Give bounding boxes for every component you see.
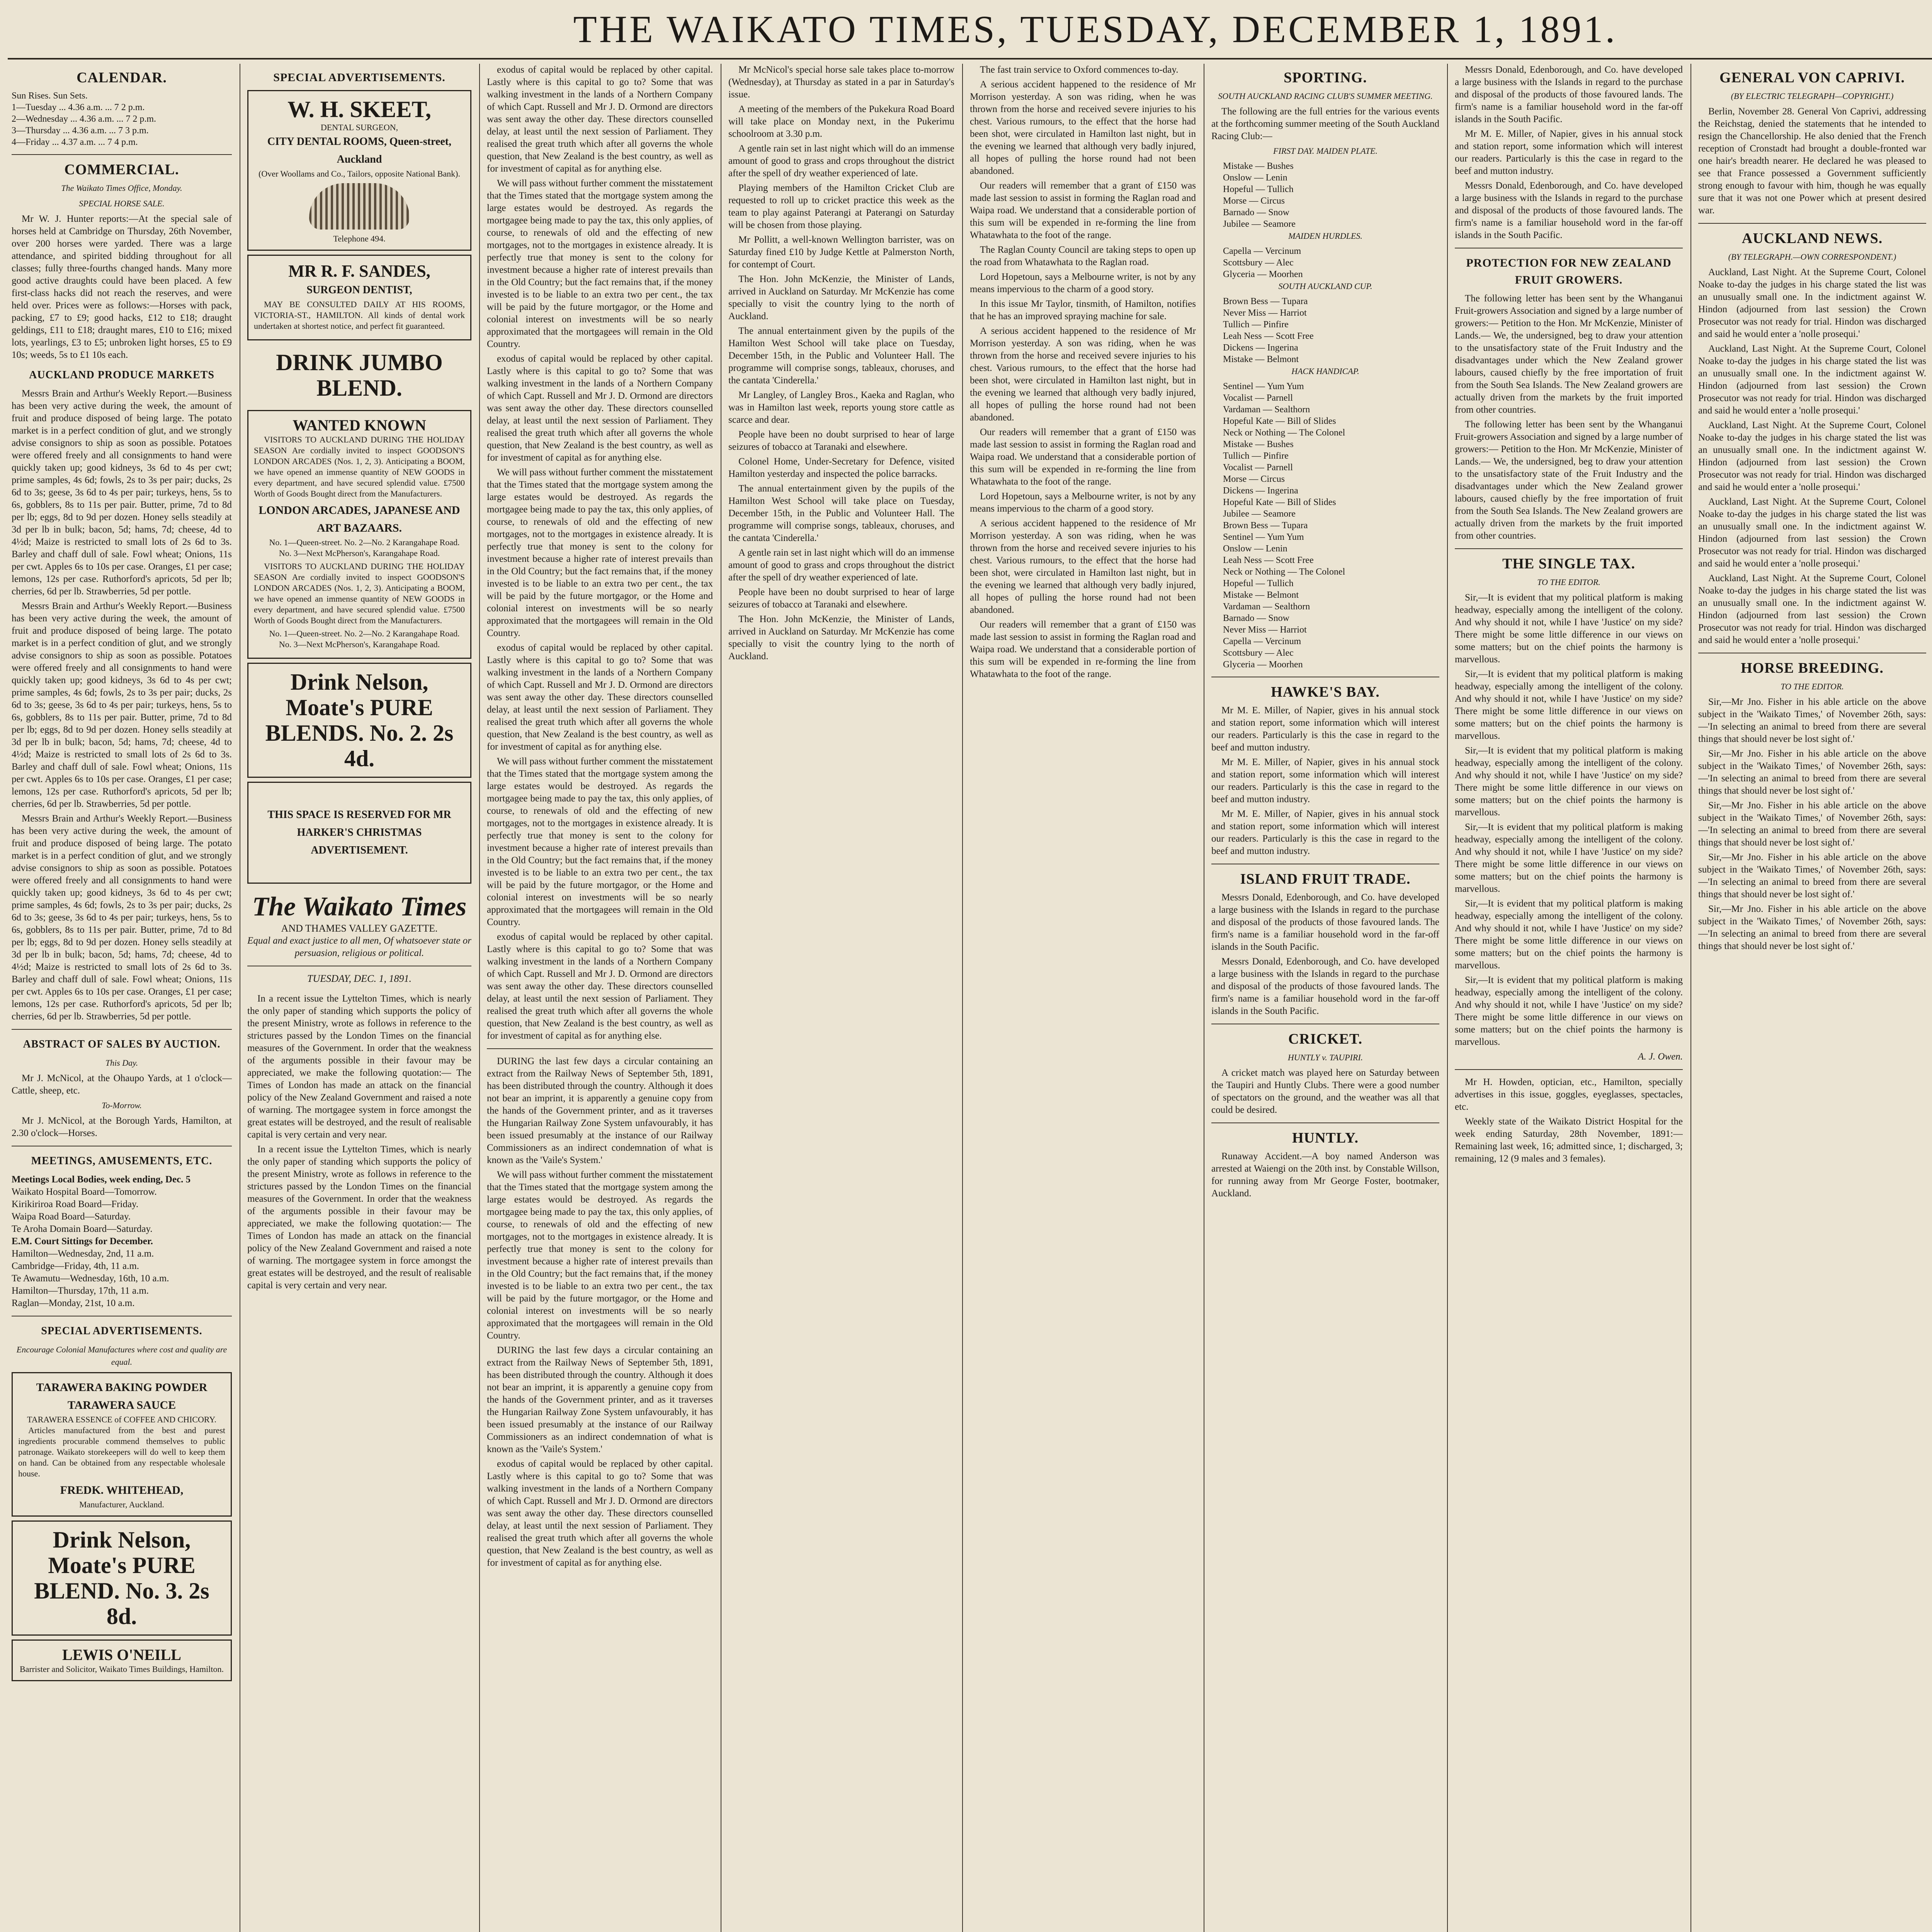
goodson-text: VISITORS TO AUCKLAND DURING THE HOLIDAY SEASON Are cordially invited to inspect GOODSON'S LONDON ARCADES (Nos. 1, 2, 3). Anticipating a BOOM, we have opened an immense quantity of NEW GOODS in every department, and have secured splendid value. £7500 Worth of Goods Bought direct from the Manufacturers.	[254, 435, 465, 498]
race-entry: Mistake — Belmont	[1223, 354, 1299, 364]
race-entry: Brown Bess — Tupara	[1223, 296, 1308, 306]
goodson-heading: WANTED KNOWN	[293, 417, 426, 434]
single-tax-subheading: TO THE EDITOR.	[1537, 577, 1600, 587]
horse-sale-heading: SPECIAL HORSE SALE.	[79, 199, 165, 208]
race-entry: Vocalist — Parnell	[1223, 463, 1293, 473]
race-heading: HACK HANDICAP.	[1291, 366, 1359, 376]
meetings-line: Te Aroha Domain Board—Saturday.	[12, 1224, 153, 1234]
column-5	[970, 64, 1196, 1932]
horse-breeding-text: Sir,—Mr Jno. Fisher in his able article on the above subject in the 'Waikato Times,' of November 26th, says:—'In selecting an animal to breed from there are several things that should never be lost sight of.'	[1698, 748, 1926, 796]
sandes-sub: SURGEON DENTIST,	[306, 284, 412, 296]
news-item: A gentle rain set in last night which will do an immense amount of good to grass and crops throughout the district after the spell of dry weather experienced of late.	[728, 548, 954, 583]
calendar-heading: CALENDAR.	[77, 70, 167, 86]
horse-breeding-text: Sir,—Mr Jno. Fisher in his able article on the above subject in the 'Waikato Times,' of November 26th, says:—'In selecting an animal to breed from there are several things that should never be lost sight of.'	[1698, 697, 1926, 744]
caprivi-subheading: (BY ELECTRIC TELEGRAPH—COPYRIGHT.)	[1731, 91, 1894, 101]
arcades-text: No. 1—Queen-street. No. 2—No. 2 Karangahape Road. No. 3—Next McPherson's, Karangahape Road.	[269, 537, 460, 558]
tarawera-coffee: TARAWERA ESSENCE of COFFEE AND CHICORY.	[27, 1415, 216, 1424]
calendar-row: 3—Thursday ... 4.36 a.m. ... 7 3 p.m.	[12, 126, 149, 136]
meetings-line: Hamilton—Thursday, 17th, 11 a.m.	[12, 1286, 149, 1296]
news-item: Our readers will remember that a grant of £150 was made last session to assist in forming the Raglan road and Waipa road. We understand that a considerable portion of this sum will be expended in re-forming the line from Whatawhata to the foot of the range.	[970, 619, 1196, 679]
moate-text: Drink Nelson, Moate's PURE BLEND. No. 3. 2s 8d.	[34, 1527, 209, 1629]
race-heading: FIRST DAY. MAIDEN PLATE.	[1273, 146, 1378, 156]
news-item: The Hon. John McKenzie, the Minister of Lands, arrived in Auckland on Saturday. Mr McKenzie has come specially to visit the country lying to the north of Auckland.	[728, 614, 954, 662]
caprivi-heading: GENERAL VON CAPRIVI.	[1719, 70, 1905, 86]
leader-text: In a recent issue the Lyttelton Times, which is nearly the only paper of standing which supports the policy of the present Ministry, wrote as follows in reference to the strictures passed by the London Times on the financial measures of the Government. In order that the weakness of the arguments possible in their favour may be appreciated, we make the following quotation:— The Times of London has made an attack on the financial policy of the New Zealand Government and raised a note of warning. The mortgagee system in force amongst the great estates will be destroyed, and the result of realisable capital is very certain and very near.	[247, 993, 471, 1140]
column-rule	[479, 64, 480, 1932]
race-entry: Neck or Nothing — The Colonel	[1223, 428, 1345, 438]
sales-heading: ABSTRACT OF SALES BY AUCTION.	[23, 1038, 221, 1050]
arcades-text: No. 1—Queen-street. No. 2—No. 2 Karangahape Road. No. 3—Next McPherson's, Karangahape Road.	[269, 629, 460, 649]
race-entry: Sentinel — Yum Yum	[1223, 381, 1304, 391]
race-entry: Onslow — Lenin	[1223, 173, 1287, 183]
protection-heading: PROTECTION FOR NEW ZEALAND FRUIT GROWERS.	[1466, 257, 1672, 286]
island-fruit-heading: ISLAND FRUIT TRADE.	[1240, 871, 1411, 887]
sales-line: Mr J. McNicol, at the Ohaupo Yards, at 1 o'clock—Cattle, sheep, etc.	[12, 1073, 232, 1096]
race-entry: Vardaman — Sealthorn	[1223, 405, 1310, 415]
race-entry: Vardaman — Sealthorn	[1223, 602, 1310, 612]
meetings-line: Raglan—Monday, 21st, 10 a.m.	[12, 1298, 135, 1308]
race-entry: Hopeful — Tullich	[1223, 184, 1294, 194]
dental-plate-icon	[309, 183, 410, 230]
goodson-text: VISITORS TO AUCKLAND DURING THE HOLIDAY SEASON Are cordially invited to inspect GOODSON'S LONDON ARCADES (Nos. 1, 2, 3). Anticipating a BOOM, we have opened an immense quantity of NEW GOODS in every department, and have secured splendid value. £7500 Worth of Goods Bought direct from the Manufacturers.	[254, 561, 465, 625]
race-entry: Hopeful — Tullich	[1223, 578, 1294, 588]
whitehead-sub: Manufacturer, Auckland.	[79, 1500, 164, 1509]
hawkes-bay-text: Mr M. E. Miller, of Napier, gives in his annual stock and station report, some information which will interest our readers. Particularly is this the case in regard to the beef and mutton industry.	[1211, 705, 1439, 753]
single-tax-text: Sir,—It is evident that my political platform is making headway, especially among the intelligent of the colony. And why should it not, while I have 'Justice' on my side? There might be some little difference in our views on some matters; but on the chief points the harmony is marvellous.	[1455, 669, 1683, 741]
article-text: Messrs Donald, Edenborough, and Co. have developed a large business with the Islands in regard to the purchase and disposal of the products of those favoured lands. The firm's name is a familiar household word in the far-off islands in the South Pacific.	[1455, 180, 1683, 240]
race-entry: Capella — Vercinum	[1223, 636, 1301, 646]
single-tax-text: Sir,—It is evident that my political platform is making headway, especially among the intelligent of the colony. And why should it not, while I have 'Justice' on my side? There might be some little difference in our views on some matters; but on the chief points the harmony is marvellous.	[1455, 745, 1683, 818]
divider	[487, 1048, 713, 1049]
single-tax-text: Sir,—It is evident that my political platform is making headway, especially among the intelligent of the colony. And why should it not, while I have 'Justice' on my side? There might be some little difference in our views on some matters; but on the chief points the harmony is marvellous.	[1455, 975, 1683, 1047]
article-text: We will pass without further comment the misstatement that the Times stated that the mortgage system among the large estates would be destroyed. As regards the mortgagee being made to pay the tax, this only applies, of course, to renewals of old and the effecting of new mortgages, not to the mortgages in existence already. It is perfectly true that money is sent to the colony for investment because a higher rate of interest prevails than in the Old Country; but the fact remains that, if the money invested is to be liable to an extra two per cent., the tax will be paid by the future mortgagor, or the Home and colonial interest on investments will be so nearly approximated that the mortgagees will remain in the Old Country.	[487, 178, 713, 349]
oneill-ad	[12, 1639, 232, 1681]
hawkes-bay-heading: HAWKE'S BAY.	[1271, 684, 1380, 700]
article-text: exodus of capital would be replaced by other capital. Lastly where is this capital to go to? Some that was walking investment in the lands of a Northern Company of which Capt. Russell and Mr J. D. Ormond are directors was sent away the other day. These directors counselled delay, at least until the next session of Parliament. They realised the great truth which after all governs the whole question, that New Zealand is the best country, as well as for investment of capital as for anything else.	[487, 1459, 713, 1568]
race-entry: Tullich — Pinfire	[1223, 320, 1289, 330]
news-item: People have been no doubt surprised to hear of large seizures of tobacco at Taranaki and elsewhere.	[728, 587, 954, 610]
news-item: Mr Pollitt, a well-known Wellington barrister, was on Saturday fined £10 by Judge Kettle at Palmerston North, for contempt of Court.	[728, 235, 954, 270]
race-entry: Scottsbury — Alec	[1223, 258, 1294, 268]
sales-line: This Day.	[105, 1058, 138, 1068]
auckland-news-text: Auckland, Last Night. At the Supreme Court, Colonel Noake to-day the judges in his charge stated the list was an unusually small one. In the indictment against W. Hindon (adjourned from last session) the Crown Prosecutor was not ready for trial. Hindon was discharged and said he would enter a 'nolle prosequi.'	[1698, 497, 1926, 569]
race-entry: Morse — Circus	[1223, 474, 1285, 484]
race-entry: Morse — Circus	[1223, 196, 1285, 206]
race-entry: Sentinel — Yum Yum	[1223, 532, 1304, 542]
race-entry: Glyceria — Moorhen	[1223, 660, 1303, 670]
race-entry: Hopeful Kate — Bill of Slides	[1223, 497, 1336, 507]
news-item: Mr McNicol's special horse sale takes place to-morrow (Wednesday), at Thursday as stated in a par in Saturday's issue.	[728, 65, 954, 100]
times-subtitle: AND THAMES VALLEY GAZETTE.	[281, 923, 438, 934]
auckland-news-text: Auckland, Last Night. At the Supreme Court, Colonel Noake to-day the judges in his charge stated the list was an unusually small one. In the indictment against W. Hindon (adjourned from last session) the Crown Prosecutor was not ready for trial. Hindon was discharged and said he would enter a 'nolle prosequi.'	[1698, 267, 1926, 339]
race-entry: Dickens — Ingerina	[1223, 343, 1298, 353]
race-entry: Capella — Vercinum	[1223, 246, 1301, 256]
news-item: A meeting of the members of the Pukekura Road Board will take place on Monday next, in the Pukerimu schoolroom at 3.30 p.m.	[728, 104, 954, 139]
auckland-produce-text: Messrs Brain and Arthur's Weekly Report.—Business has been very active during the week, the amount of fruit and produce disposed of being large. The potato market is in a perfect condition of glut, and we strongly advise consignors to ship as soon as possible. Potatoes were offered freely and all consignments to hand were quickly taken up; good kidneys, 3s 6d to 4s per cwt; prime samples, 4s 6d; fowls, 2s to 3s per pair; ducks, 2s 6d to 3s; geese, 3s 6d to 4s per pair; turkeys, hens, 5s to 6s, gobblers, 8s to 11s per pair. Butter, prime, 7d to 8d per lb; eggs, 8d to 9d per dozen. Honey sells steadily at 3d per lb in bulk; bacon, 5d; hams, 7d; cheese, 4d to 4½d; Maize is restricted to small lots of 2s 6d to 3s. Barley and chaff dull of sale. Fowl wheat; Onions, 11s per cwt. Apples 6s to 10s per case. Oranges, £1 per case; lemons, 12s per case. Ruthorford's apricots, 5d per lb; cherries, 6d per lb. Strawberries, 5d per pottle.	[12, 601, 232, 809]
meetings-line: Te Awamutu—Wednesday, 16th, 10 a.m.	[12, 1273, 169, 1284]
column-2	[247, 64, 471, 1932]
race-entry: Brown Bess — Tupara	[1223, 520, 1308, 531]
race-entry: Onslow — Lenin	[1223, 544, 1287, 554]
hawkes-bay-text: Mr M. E. Miller, of Napier, gives in his annual stock and station report, some information which will interest our readers. Particularly is this the case in regard to the beef and mutton industry.	[1211, 809, 1439, 856]
news-item: Lord Hopetoun, says a Melbourne writer, is not by any means impervious to the charm of a good story.	[970, 272, 1196, 294]
race-entry: Tullich — Pinfire	[1223, 451, 1289, 461]
news-item: A serious accident happened to the residence of Mr Morrison yesterday. A son was riding, when he was thrown from the horse and received severe injuries to his chest. Various rumours, to the effect that the horse had been shot, were circulated in Hamilton last night, but in the evening we learned that although very badly injured, all hopes of pulling the horse round had not been abandoned.	[970, 518, 1196, 615]
calendar-row: 4—Friday ... 4.37 a.m. ... 7 4 p.m.	[12, 137, 138, 147]
tarawera-text: Articles manufactured from the best and purest ingredients procurable commend themselves to public patronage. Waikato storekeepers will do well to keep them on hand. Can be obtained from any respectable wholesale house.	[18, 1425, 225, 1478]
sales-line: To-Morrow.	[102, 1100, 142, 1110]
huntly-heading: HUNTLY.	[1292, 1130, 1359, 1146]
news-item: The annual entertainment given by the pupils of the Hamilton West School will take place on Tuesday, December 15th, in the Public and Volunteer Hall. The programme will comprise songs, tableaux, choruses, and the cantata 'Cinderella.'	[728, 483, 954, 543]
race-entry: Glyceria — Moorhen	[1223, 269, 1303, 279]
caprivi-text: Berlin, November 28. General Von Caprivi, addressing the Reichstag, denied the statements that he intended to resign the Chancellorship. He also denied that the French reception of Cronstadt had brought a double-fronted war one hair's breadth nearer. He declared he was pleased to see that France possessed a Government sufficiently strong enough to favour with him, though he was equally sure that it was not one Power which at present desired war.	[1698, 106, 1926, 216]
huntly-text: Runaway Accident.—A boy named Anderson was arrested at Waiengi on the 20th inst. by Constable Willson, for running away from Mr George Foster, bootmaker, Auckland.	[1211, 1151, 1439, 1199]
protection-text: The following letter has been sent by the Whanganui Fruit-growers Association and signed by a large number of growers:— Petition to the Hon. Mr McKenzie, Minister of Lands.— We, the undersigned, beg to draw your attention to the unsatisfactory state of the Fruit Industry and the disadvantages under which the New Zealand grower labours, caused chiefly by the free importation of fruit from the South Sea Islands. The New Zealand growers are actually driven from the markets by the fruit imported from other countries.	[1455, 293, 1683, 415]
leader-text: In a recent issue the Lyttelton Times, which is nearly the only paper of standing which supports the policy of the present Ministry, wrote as follows in reference to the strictures passed by the London Times on the financial measures of the Government. In order that the weakness of the arguments possible in their favour may be appreciated, we make the following quotation:— The Times of London has made an attack on the financial policy of the New Zealand Government and raised a note of warning. The mortgagee system in force amongst the great estates will be destroyed, and the result of realisable capital is very certain and very near.	[247, 1144, 471, 1291]
calendar-row: 1—Tuesday ... 4.36 a.m. ... 7 2 p.m.	[12, 102, 145, 112]
masthead-title: THE WAIKATO TIMES, TUESDAY, DECEMBER 1, 1891.	[573, 8, 1617, 51]
auckland-produce-heading: AUCKLAND PRODUCE MARKETS	[29, 369, 214, 381]
article-text: DURING the last few days a circular containing an extract from the Railway News of September 5th, 1891, has been distributed through the country. Although it does not bear an imprint, it is apparently a genuine copy from the hands of the Government printer, and as it traverses the Hungarian Railway Zone System unfavourably, it has been issued presumably at the instance of our Railway Commissioners as an indirect condemnation of what is known as the 'Vaile's System.'	[487, 1345, 713, 1454]
race-entry: Vocalist — Parnell	[1223, 393, 1293, 403]
news-item: Playing members of the Hamilton Cricket Club are requested to roll up to cricket practice this week as the team to play against Paterangi at Paterangi on Saturday will be chosen from those playing.	[728, 183, 954, 230]
commercial-heading: COMMERCIAL.	[64, 162, 179, 178]
article-text: exodus of capital would be replaced by other capital. Lastly where is this capital to go to? Some that was walking investment in the lands of a Northern Company of which Capt. Russell and Mr J. D. Ormond are directors was sent away the other day. These directors counselled delay, at least until the next session of Parliament. They realised the great truth which after all governs the whole question, that New Zealand is the best country, as well as for investment of capital as for anything else.	[487, 354, 713, 463]
horse-breeding-text: Sir,—Mr Jno. Fisher in his able article on the above subject in the 'Waikato Times,' of November 26th, says:—'In selecting an animal to breed from there are several things that should never be lost sight of.'	[1698, 852, 1926, 900]
times-title: The Waikato Times	[252, 892, 467, 922]
jumbo-ad	[247, 344, 471, 406]
auckland-produce-text: Messrs Brain and Arthur's Weekly Report.—Business has been very active during the week, the amount of fruit and produce disposed of being large. The potato market is in a perfect condition of glut, and we strongly advise consignors to ship as soon as possible. Potatoes were offered freely and all consignments to hand were quickly taken up; good kidneys, 3s 6d to 4s per cwt; prime samples, 4s 6d; fowls, 2s to 3s per pair; ducks, 2s 6d to 3s; geese, 3s 6d to 4s per pair; turkeys, hens, 5s to 6s, gobblers, 8s to 11s per pair. Butter, prime, 7d to 8d per lb; eggs, 8d to 9d per dozen. Honey sells steadily at 3d per lb in bulk; bacon, 5d; hams, 7d; cheese, 4d to 4½d; Maize is restricted to small lots of 2s 6d to 3s. Barley and chaff dull of sale. Fowl wheat; Onions, 11s per cwt. Apples 6s to 10s per case. Oranges, £1 per case; lemons, 12s per case. Ruthorford's apricots, 5d per lb; cherries, 6d per lb. Strawberries, 5d per pottle.	[12, 813, 232, 1022]
race-entry: Leah Ness — Scott Free	[1223, 331, 1314, 341]
race-entry: Jubilee — Seamore	[1223, 219, 1296, 229]
sporting-text: The following are the full entries for the various events at the forthcoming summer meeting of the South Auckland Racing Club:—	[1211, 106, 1439, 141]
race-entry: Barnado — Snow	[1223, 613, 1289, 623]
news-item: A serious accident happened to the residence of Mr Morrison yesterday. A son was riding, when he was thrown from the horse and received severe injuries to his chest. Various rumours, to the effect that the horse had been shot, were circulated in Hamilton last night, but in the evening we learned that although very badly injured, all hopes of pulling the horse round had not been abandoned.	[970, 79, 1196, 176]
moate-ad	[12, 1520, 232, 1636]
skeet-sub: DENTAL SURGEON,	[320, 122, 398, 132]
race-entry: Dickens — Ingerina	[1223, 486, 1298, 496]
auckland-news-text: Auckland, Last Night. At the Supreme Court, Colonel Noake to-day the judges in his charge stated the list was an unusually small one. In the indictment against W. Hindon (adjourned from last session) the Crown Prosecutor was not ready for trial. Hindon was discharged and said he would enter a 'nolle prosequi.'	[1698, 344, 1926, 416]
reserved-ad	[247, 782, 471, 884]
column-8	[1698, 64, 1926, 1932]
nelson-ad	[247, 663, 471, 778]
reserved-text: THIS SPACE IS RESERVED FOR MR HARKER'S CHRISTMAS ADVERTISEMENT.	[267, 809, 451, 856]
horse-breeding-text: Sir,—Mr Jno. Fisher in his able article on the above subject in the 'Waikato Times,' of November 26th, says:—'In selecting an animal to breed from there are several things that should never be lost sight of.'	[1698, 904, 1926, 951]
race-entry: Mistake — Bushes	[1223, 161, 1294, 171]
news-item: In this issue Mr Taylor, tinsmith, of Hamilton, notifies that he has an improved spraying machine for sale.	[970, 299, 1196, 321]
goodson-ad	[247, 410, 471, 659]
arcades-heading: LONDON ARCADES, JAPANESE AND ART BAZAARS.	[259, 504, 460, 534]
column-3	[487, 64, 713, 1932]
meetings-line: Meetings Local Bodies, week ending, Dec. 5	[12, 1174, 191, 1185]
calendar-table	[12, 90, 232, 148]
auckland-news-heading: AUCKLAND NEWS.	[1742, 230, 1883, 247]
news-item: The Raglan County Council are taking steps to open up the road from Whatawhata to the Raglan road.	[970, 245, 1196, 267]
sandes-ad	[247, 255, 471, 340]
tarawera-ad	[12, 1372, 232, 1517]
news-item: Colonel Home, Under-Secretary for Defence, visited Hamilton yesterday and inspected the police barracks.	[728, 456, 954, 479]
meetings-line: Cambridge—Friday, 4th, 11 a.m.	[12, 1261, 139, 1271]
single-tax-text: Sir,—It is evident that my political platform is making headway, especially among the intelligent of the colony. And why should it not, while I have 'Justice' on my side? There might be some little difference in our views on some matters; but on the chief points the harmony is marvellous.	[1455, 898, 1683, 971]
hospital-text: Weekly state of the Waikato District Hospital for the week ending Saturday, 28th November, 1891:—Remaining last week, 16; admitted since, 1; discharged, 3; remaining, 12 (9 males and 3 females).	[1455, 1116, 1683, 1164]
auckland-news-text: Auckland, Last Night. At the Supreme Court, Colonel Noake to-day the judges in his charge stated the list was an unusually small one. In the indictment against W. Hindon (adjourned from last session) the Crown Prosecutor was not ready for trial. Hindon was discharged and said he would enter a 'nolle prosequi.'	[1698, 573, 1926, 645]
article-text: We will pass without further comment the misstatement that the Times stated that the mortgage system among the large estates would be destroyed. As regards the mortgagee being made to pay the tax, this only applies, of course, to renewals of old and the effecting of new mortgages, not to the mortgages in existence already. It is perfectly true that money is sent to the colony for investment because a higher rate of interest prevails than in the Old Country; but the fact remains that, if the money invested is to be liable to an extra two per cent., the tax will be paid by the future mortgagor, or the Home and colonial interest on investments will be so nearly approximated that the mortgagees will remain in the Old Country.	[487, 467, 713, 638]
meetings-heading: MEETINGS, AMUSEMENTS, ETC.	[31, 1155, 213, 1167]
auckland-produce-text: Messrs Brain and Arthur's Weekly Report.—Business has been very active during the week, the amount of fruit and produce disposed of being large. The potato market is in a perfect condition of glut, and we strongly advise consignors to ship as soon as possible. Potatoes were offered freely and all consignments to hand were quickly taken up; good kidneys, 3s 6d to 4s per cwt; prime samples, 4s 6d; fowls, 2s to 3s per pair; ducks, 2s 6d to 3s; geese, 3s 6d to 4s per pair; turkeys, hens, 5s to 6s, gobblers, 8s to 11s per pair. Butter, prime, 7d to 8d per lb; eggs, 8d to 9d per dozen. Honey sells steadily at 3d per lb in bulk; bacon, 5d; hams, 7d; cheese, 4d to 4½d; Maize is restricted to small lots of 2s 6d to 3s. Barley and chaff dull of sale. Fowl wheat; Onions, 11s per cwt. Apples 6s to 10s per case. Oranges, £1 per case; lemons, 12s per case. Ruthorford's apricots, 5d per lb; cherries, 6d per lb. Strawberries, 5d per pottle.	[12, 388, 232, 597]
calendar-row: 2—Wednesday ... 4.36 a.m. ... 7 2 p.m.	[12, 114, 156, 124]
special-ads-subheading: Encourage Colonial Manufactures where cost and quality are equal.	[16, 1345, 227, 1367]
news-item: The Hon. John McKenzie, the Minister of Lands, arrived in Auckland on Saturday. Mr McKenzie has come specially to visit the country lying to the north of Auckland.	[728, 274, 954, 321]
column-rule	[1447, 64, 1448, 1932]
commercial-text: Mr W. J. Hunter reports:—At the special sale of horses held at Cambridge on Thursday, 26th November, over 200 horses were yarded. There was a large attendance, and spirited bidding throughout for all classes; fully three-fourths changed hands. Many more good active draughts could have been placed. A few first-class hacks did not reach the reserves, and were held over. Prices were as follows:—Horses with pack, packing, £7 to £9; good hacks, £12 to £18; draught geldings, £11 to £18; draught mares, £10 to £16; mixed lots, yearlings, £3 to £5; unbroken light horses, £5 to £9 10s; weeds, 5s to £1 10s each.	[12, 214, 232, 360]
meetings-line: Kirikiriroa Road Board—Friday.	[12, 1199, 139, 1209]
cricket-text: A cricket match was played here on Saturday between the Taupiri and Huntly Clubs. There were a good number of spectators on the ground, and the weather was all that could be desired.	[1211, 1068, 1439, 1115]
sales-line: Mr J. McNicol, at the Borough Yards, Hamilton, at 2.30 o'clock—Horses.	[12, 1116, 232, 1138]
auckland-news-subheading: (BY TELEGRAPH.—OWN CORRESPONDENT.)	[1728, 252, 1896, 262]
sporting-subheading: SOUTH AUCKLAND RACING CLUB'S SUMMER MEETING.	[1218, 91, 1433, 101]
news-item: A gentle rain set in last night which will do an immense amount of good to grass and crops throughout the district after the spell of dry weather experienced of late.	[728, 143, 954, 179]
divider	[1455, 1069, 1683, 1070]
race-entry: Barnado — Snow	[1223, 207, 1289, 218]
masthead-rule	[8, 58, 1932, 60]
article-text: DURING the last few days a circular containing an extract from the Railway News of September 5th, 1891, has been distributed through the country. Although it does not bear an imprint, it is apparently a genuine copy from the hands of the Government printer, and as it traverses the Hungarian Railway Zone System unfavourably, it has been issued presumably at the instance of our Railway Commissioners as an indirect condemnation of what is known as the 'Vaile's System.'	[487, 1056, 713, 1165]
tarawera-powder: TARAWERA BAKING POWDER	[36, 1381, 207, 1394]
horse-breeding-subheading: TO THE EDITOR.	[1781, 682, 1844, 691]
times-masthead	[247, 891, 471, 985]
commercial-subheading: The Waikato Times Office, Monday.	[61, 183, 182, 193]
skeet-address: CITY DENTAL ROOMS, Queen-street, Auckland	[267, 136, 452, 165]
skeet-address-2: (Over Woollams and Co., Tailors, opposite National Bank).	[259, 169, 460, 179]
howden-text: Mr H. Howden, optician, etc., Hamilton, specially advertises in this issue, goggles, eyeglasses, spectacles, etc.	[1455, 1077, 1683, 1112]
skeet-ad	[247, 90, 471, 251]
article-text: Messrs Donald, Edenborough, and Co. have developed a large business with the Islands in regard to the purchase and disposal of the products of those favoured lands. The firm's name is a familiar household word in the far-off islands in the South Pacific.	[1455, 65, 1683, 124]
article-text: We will pass without further comment the misstatement that the Times stated that the mortgage system among the large estates would be destroyed. As regards the mortgagee being made to pay the tax, this only applies, of course, to renewals of old and the effecting of new mortgages, not to the mortgages in existence already. It is perfectly true that money is sent to the colony for investment because a higher rate of interest prevails than in the Old Country; but the fact remains that, if the money invested is to be liable to an extra two per cent., the tax will be paid by the future mortgagor, or the Home and colonial interest on investments will be so nearly approximated that the mortgagees will remain in the Old Country.	[487, 1170, 713, 1341]
column-1	[12, 64, 232, 1932]
times-date: TUESDAY, DEC. 1, 1891.	[307, 973, 412, 984]
sporting-heading: SPORTING.	[1284, 70, 1367, 86]
article-text: exodus of capital would be replaced by other capital. Lastly where is this capital to go to? Some that was walking investment in the lands of a Northern Company of which Capt. Russell and Mr J. D. Ormond are directors was sent away the other day. These directors counselled delay, at least until the next session of Parliament. They realised the great truth which after all governs the whole question, that New Zealand is the best country, as well as for investment of capital as for anything else.	[487, 643, 713, 752]
single-tax-heading: THE SINGLE TAX.	[1502, 556, 1636, 572]
column-rule	[1690, 64, 1691, 1932]
cricket-subheading: HUNTLY v. TAUPIRI.	[1287, 1053, 1363, 1062]
nelson-text: Drink Nelson, Moate's PURE BLENDS. No. 2. 2s 4d.	[265, 669, 454, 771]
race-heading: MAIDEN HURDLES.	[1288, 231, 1362, 241]
article-text: exodus of capital would be replaced by other capital. Lastly where is this capital to go to? Some that was walking investment in the lands of a Northern Company of which Capt. Russell and Mr J. D. Ormond are directors was sent away the other day. These directors counselled delay, at least until the next session of Parliament. They realised the great truth which after all governs the whole question, that New Zealand is the best country, as well as for investment of capital as for anything else.	[487, 65, 713, 174]
oneill-sub: Barrister and Solicitor, Waikato Times Buildings, Hamilton.	[20, 1664, 224, 1674]
race-entry: Never Miss — Harriot	[1223, 625, 1307, 635]
news-item: The annual entertainment given by the pupils of the Hamilton West School will take place on Tuesday, December 15th, in the Public and Volunteer Hall. The programme will comprise songs, tableaux, choruses, and the cantata 'Cinderella.'	[728, 326, 954, 386]
column-7	[1455, 64, 1683, 1932]
times-motto: Equal and exact justice to all men, Of whatsoever state or persuasion, religious or political.	[247, 935, 471, 958]
whitehead-name: FREDK. WHITEHEAD,	[60, 1484, 184, 1497]
protection-text: The following letter has been sent by the Whanganui Fruit-growers Association and signed by a large number of growers:— Petition to the Hon. Mr McKenzie, Minister of Lands.— We, the undersigned, beg to draw your attention to the unsatisfactory state of the Fruit Industry and the disadvantages under which the New Zealand grower labours, caused chiefly by the free importation of fruit from the South Sea Islands. The New Zealand growers are actually driven from the markets by the fruit imported from other countries.	[1455, 419, 1683, 541]
meetings-line: E.M. Court Sittings for December.	[12, 1236, 153, 1247]
meetings-line: Waipa Road Board—Saturday.	[12, 1211, 131, 1222]
news-item: People have been no doubt surprised to hear of large seizures of tobacco at Taranaki and elsewhere.	[728, 429, 954, 452]
letter-signature: A. J. Owen.	[1638, 1051, 1683, 1062]
race-entry: Hopeful Kate — Bill of Slides	[1223, 416, 1336, 426]
column-6	[1211, 64, 1439, 1932]
calendar-row: Sun Rises. Sun Sets.	[12, 91, 88, 101]
auckland-news-text: Auckland, Last Night. At the Supreme Court, Colonel Noake to-day the judges in his charge stated the list was an unusually small one. In the indictment against W. Hindon (adjourned from last session) the Crown Prosecutor was not ready for trial. Hindon was discharged and said he would enter a 'nolle prosequi.'	[1698, 420, 1926, 492]
news-item: Mr Langley, of Langley Bros., Kaeka and Raglan, who was in Hamilton last week, reports young store cattle as scarce and dear.	[728, 390, 954, 425]
special-ads-heading: SPECIAL ADVERTISEMENTS.	[273, 71, 446, 84]
sandes-name: MR R. F. SANDES,	[288, 262, 430, 281]
divider	[1455, 548, 1683, 549]
hawkes-bay-text: Mr M. E. Miller, of Napier, gives in his annual stock and station report, some information which will interest our readers. Particularly is this the case in regard to the beef and mutton industry.	[1211, 757, 1439, 804]
column-4	[728, 64, 954, 1932]
island-fruit-text: Messrs Donald, Edenborough, and Co. have developed a large business with the Islands in regard to the purchase and disposal of the products of those favoured lands. The firm's name is a familiar household word in the far-off islands in the South Pacific.	[1211, 956, 1439, 1016]
race-entry: Leah Ness — Scott Free	[1223, 555, 1314, 565]
sandes-text: MAY BE CONSULTED DAILY AT HIS ROOMS, VICTORIA-ST., HAMILTON. All kinds of dental work undertaken at shortest notice, and perfect fit guaranteed.	[254, 299, 465, 331]
news-item: The fast train service to Oxford commences to-day.	[980, 65, 1179, 75]
race-entry: Mistake — Bushes	[1223, 439, 1294, 449]
cricket-heading: CRICKET.	[1288, 1031, 1363, 1047]
horse-breeding-text: Sir,—Mr Jno. Fisher in his able article on the above subject in the 'Waikato Times,' of November 26th, says:—'In selecting an animal to breed from there are several things that should never be lost sight of.'	[1698, 800, 1926, 848]
masthead	[0, 0, 1932, 58]
race-entry: Never Miss — Harriot	[1223, 308, 1307, 318]
race-entry: Jubilee — Seamore	[1223, 509, 1296, 519]
news-item: Lord Hopetoun, says a Melbourne writer, is not by any means impervious to the charm of a good story.	[970, 491, 1196, 514]
horse-breeding-heading: HORSE BREEDING.	[1741, 660, 1884, 676]
race-entry: Mistake — Belmont	[1223, 590, 1299, 600]
news-item: Our readers will remember that a grant of £150 was made last session to assist in forming the Raglan road and Waipa road. We understand that a considerable portion of this sum will be expended in re-forming the line from Whatawhata to the foot of the range.	[970, 180, 1196, 240]
race-entry: Scottsbury — Alec	[1223, 648, 1294, 658]
meetings-line: Waikato Hospital Board—Tomorrow.	[12, 1187, 157, 1197]
article-text: Mr M. E. Miller, of Napier, gives in his annual stock and station report, some information which will interest our readers. Particularly is this the case in regard to the beef and mutton industry.	[1455, 129, 1683, 176]
single-tax-text: Sir,—It is evident that my political platform is making headway, especially among the intelligent of the colony. And why should it not, while I have 'Justice' on my side? There might be some little difference in our views on some matters; but on the chief points the harmony is marvellous.	[1455, 822, 1683, 894]
single-tax-text: Sir,—It is evident that my political platform is making headway, especially among the intelligent of the colony. And why should it not, while I have 'Justice' on my side? There might be some little difference in our views on some matters; but on the chief points the harmony is marvellous.	[1455, 592, 1683, 665]
column-rule	[962, 64, 963, 1932]
tarawera-sauce: TARAWERA SAUCE	[67, 1399, 176, 1412]
island-fruit-text: Messrs Donald, Edenborough, and Co. have developed a large business with the Islands in regard to the purchase and disposal of the products of those favoured lands. The firm's name is a familiar household word in the far-off islands in the South Pacific.	[1211, 892, 1439, 952]
divider	[1698, 223, 1926, 224]
meetings-line: Hamilton—Wednesday, 2nd, 11 a.m.	[12, 1248, 154, 1259]
news-item: A serious accident happened to the residence of Mr Morrison yesterday. A son was riding, when he was thrown from the horse and received severe injuries to his chest. Various rumours, to the effect that the horse had been shot, were circulated in Hamilton last night, but in the evening we learned that although very badly injured, all hopes of pulling the horse round had not been abandoned.	[970, 326, 1196, 423]
special-ads-heading: SPECIAL ADVERTISEMENTS.	[41, 1325, 202, 1337]
article-text: exodus of capital would be replaced by other capital. Lastly where is this capital to go to? Some that was walking investment in the lands of a Northern Company of which Capt. Russell and Mr J. D. Ormond are directors was sent away the other day. These directors counselled delay, at least until the next session of Parliament. They realised the great truth which after all governs the whole question, that New Zealand is the best country, as well as for investment of capital as for anything else.	[487, 932, 713, 1041]
jumbo-text: DRINK JUMBO BLEND.	[276, 350, 443, 401]
news-item: Our readers will remember that a grant of £150 was made last session to assist in forming the Raglan road and Waipa road. We understand that a considerable portion of this sum will be expended in re-forming the line from Whatawhata to the foot of the range.	[970, 427, 1196, 487]
race-entry: Neck or Nothing — The Colonel	[1223, 567, 1345, 577]
skeet-telephone: Telephone 494.	[333, 234, 386, 243]
divider	[12, 154, 232, 155]
divider	[12, 1029, 232, 1030]
race-heading: SOUTH AUCKLAND CUP.	[1278, 281, 1372, 291]
oneill-name: LEWIS O'NEILL	[62, 1646, 181, 1663]
skeet-name: W. H. SKEET,	[287, 97, 431, 122]
divider	[1211, 1122, 1439, 1123]
article-text: We will pass without further comment the misstatement that the Times stated that the mortgage system among the large estates would be destroyed. As regards the mortgagee being made to pay the tax, this only applies, of course, to renewals of old and the effecting of new mortgages, not to the mortgages in existence already. It is perfectly true that money is sent to the colony for investment because a higher rate of interest prevails than in the Old Country; but the fact remains that, if the money invested is to be liable to an extra two per cent., the tax will be paid by the future mortgagor, or the Home and colonial interest on investments will be so nearly approximated that the mortgagees will remain in the Old Country.	[487, 756, 713, 927]
